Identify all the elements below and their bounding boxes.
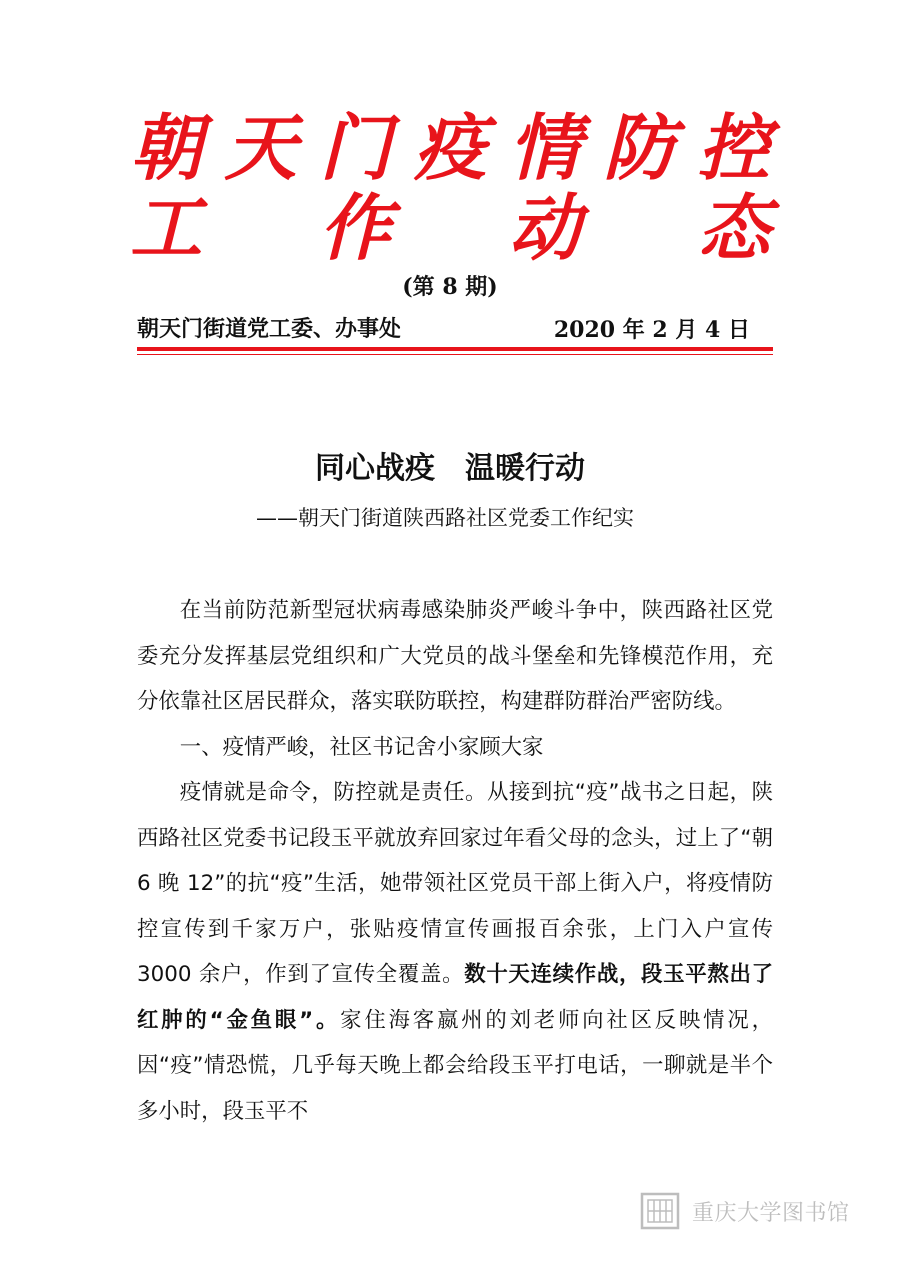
masthead-char: 天 (224, 106, 297, 190)
issue-number: (第 8 期) (402, 274, 498, 300)
masthead-char: 情 (508, 106, 581, 190)
section-heading: 一、疫情严峻，社区书记舍小家顾大家 (179, 734, 544, 760)
masthead-char: 作 (319, 186, 392, 270)
library-logo-icon (640, 1192, 680, 1230)
paragraph-text: 家住海客嬴州的刘老师向社区反映情况，因“疫”情恐慌，几乎每天晚上都会给段玉平打电话，一聊就是半个多小时，段玉平不 (137, 1007, 773, 1124)
header-rule-thin (137, 354, 773, 355)
masthead-char: 态 (697, 186, 770, 270)
paragraph-text: 疫情就是命令，防控就是责任。从接到抗“疫”战书之日起，陕西路社区党委书记段玉平就放弃回家过年看父母的念头，过上了“朝 6 晚 12”的抗“疫”生活，她带领社区党员干部上街入户，将疫情防控宣传到千家万户，张贴疫情宣传画报百余张，上门入户宣传 3000 余户，作到了宣传全覆盖。 (137, 780, 773, 987)
masthead-line-1 (130, 108, 770, 188)
article-title: 同心战疫 温暖行动 (315, 451, 585, 486)
watermark-text: 重庆大学图书馆 (692, 1200, 850, 1226)
article-subtitle: ——朝天门街道陕西路社区党委工作纪实 (256, 506, 634, 530)
masthead-char: 门 (319, 106, 392, 190)
masthead-char: 动 (508, 186, 581, 270)
paragraph (137, 770, 773, 1134)
masthead-char: 防 (603, 106, 676, 190)
issue-date: 2020 年 2 月 4 日 (553, 317, 750, 343)
masthead-char: 疫 (413, 106, 486, 190)
masthead-char: 工 (130, 186, 203, 270)
masthead-char: 朝 (130, 106, 203, 190)
masthead-line-2 (130, 188, 770, 268)
watermark (640, 1192, 850, 1230)
article-body (137, 588, 773, 1134)
bold-sentence: 数十天连续作战，段玉平熬出了红肿的“金鱼眼”。 (137, 962, 773, 1033)
issuing-organization: 朝天门街道党工委、办事处 (137, 317, 402, 342)
masthead-char: 控 (697, 106, 770, 190)
header-rule-thick (137, 347, 773, 351)
paragraph: 在当前防范新型冠状病毒感染肺炎严峻斗争中，陕西路社区党委充分发挥基层党组织和广大党员的战斗堡垒和先锋模范作用，充分依靠社区居民群众，落实联防联控，构建群防群治严密防线。 (137, 598, 773, 714)
